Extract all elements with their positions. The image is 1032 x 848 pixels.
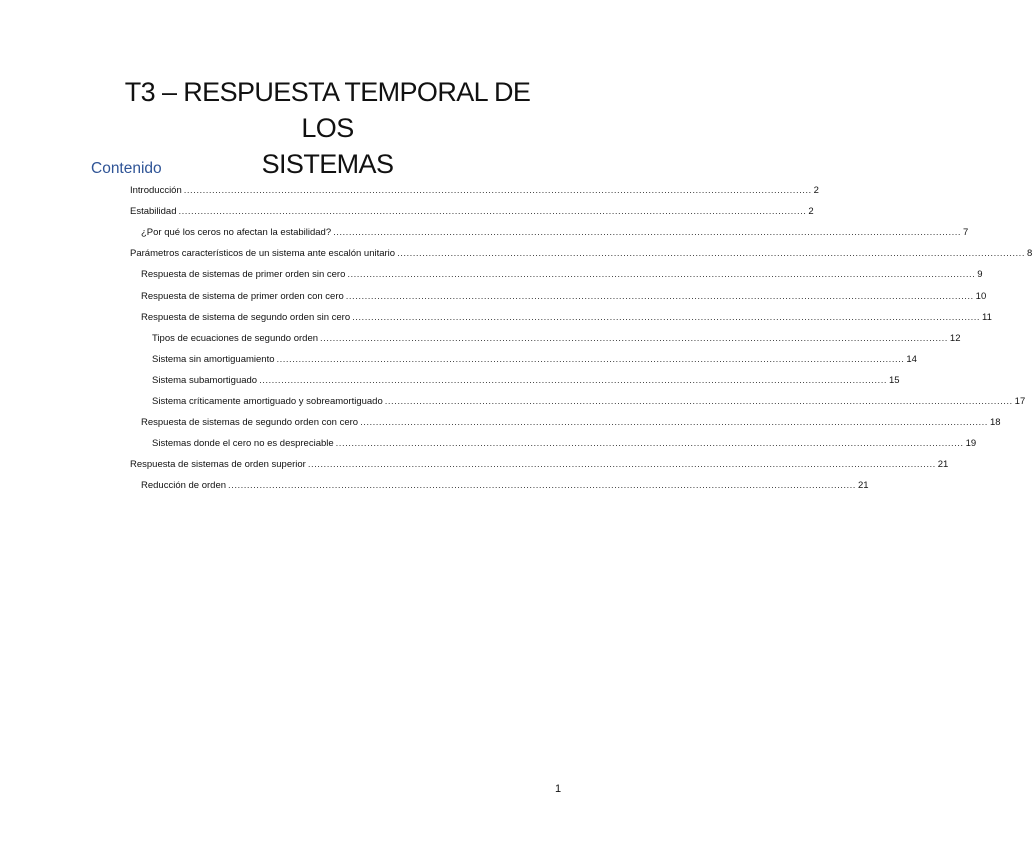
toc-entry[interactable] — [130, 204, 814, 218]
toc-leader-dots: ........................................................................................................................................................................................................ — [347, 269, 976, 281]
toc-leader-dots: ........................................................................................................................................................................................................ — [183, 185, 812, 196]
toc-entry-label: Estabilidad — [130, 206, 177, 218]
toc-entry-label: Parámetros característicos de un sistema ante escalón unitario — [130, 248, 396, 260]
toc-entry[interactable] — [130, 183, 819, 197]
toc-entry-page: 10 — [975, 290, 987, 302]
toc-leader-dots: ........................................................................................................................................................................................................ — [178, 206, 807, 218]
toc-entry[interactable] — [130, 457, 949, 471]
toc-entry-page: 2 — [808, 206, 814, 218]
toc-entry-label: Respuesta de sistemas de orden superior — [130, 459, 306, 471]
toc-entry[interactable] — [152, 436, 977, 450]
toc-entry-label: Sistema sin amortiguamiento — [152, 353, 275, 365]
toc-entry-page: 17 — [1014, 396, 1026, 407]
toc-entry[interactable] — [130, 246, 1032, 260]
page-number: 1 — [555, 783, 562, 795]
toc-leader-dots: ........................................................................................................................................................................................................ — [320, 332, 948, 344]
toc-heading: Contenido — [91, 160, 162, 177]
toc-leader-dots: ........................................................................................................................................................................................................ — [307, 459, 936, 471]
toc-leader-dots: ........................................................................................................................................................................................................ — [360, 417, 988, 429]
toc-entry[interactable] — [141, 415, 1001, 429]
toc-entry-label: Respuesta de sistemas de primer orden sin cero — [141, 269, 346, 281]
toc-leader-dots: ........................................................................................................................................................................................................ — [228, 480, 856, 492]
toc-entry-label: Tipos de ecuaciones de segundo orden — [152, 332, 319, 344]
toc-leader-dots: ........................................................................................................................................................................................................ — [345, 290, 974, 302]
toc-entry[interactable] — [152, 331, 961, 345]
toc-entry-page: 21 — [857, 480, 869, 492]
toc-entry-page: 19 — [965, 438, 977, 450]
toc-entry-label: Sistema subamortiguado — [152, 374, 258, 386]
toc-entry-label: Respuesta de sistema de primer orden con cero — [141, 290, 344, 302]
toc-entry-label: Sistema críticamente amortiguado y sobreamortiguado — [152, 396, 383, 407]
toc-entry[interactable] — [141, 310, 992, 324]
title-line-2: SISTEMAS — [261, 149, 394, 179]
toc-leader-dots: ........................................................................................................................................................................................................ — [259, 374, 887, 386]
toc-entry-label: ¿Por qué los ceros no afectan la estabilidad? — [141, 227, 332, 239]
toc-entry[interactable] — [152, 394, 1026, 408]
toc-leader-dots: ........................................................................................................................................................................................................ — [276, 353, 905, 365]
toc-leader-dots: ........................................................................................................................................................................................................ — [352, 311, 981, 323]
toc-leader-dots: ........................................................................................................................................................................................................ — [335, 438, 964, 450]
toc-entry-page: 15 — [888, 374, 900, 386]
title-line-1: T3 – RESPUESTA TEMPORAL DE LOS — [124, 77, 531, 143]
toc-leader-dots: ........................................................................................................................................................................................................ — [384, 396, 1013, 407]
toc-entry[interactable] — [152, 373, 900, 387]
toc-entry-label: Respuesta de sistemas de segundo orden con cero — [141, 417, 359, 429]
toc-entry-page: 21 — [937, 459, 949, 471]
toc-entry-page: 11 — [982, 311, 992, 323]
toc-entry-page: 18 — [989, 417, 1001, 429]
toc-entry[interactable] — [141, 478, 869, 492]
toc-entry[interactable] — [141, 225, 969, 239]
toc-entry-label: Sistemas donde el cero no es despreciable — [152, 438, 334, 450]
toc-entry-page: 7 — [963, 227, 969, 239]
toc-entry[interactable] — [152, 352, 917, 366]
toc-entry-page: 14 — [906, 353, 917, 365]
toc-entry-page: 12 — [949, 332, 961, 344]
toc-entry-label: Respuesta de sistema de segundo orden sin cero — [141, 311, 351, 323]
toc-entry-page: 2 — [813, 185, 819, 196]
toc-entry-label: Introducción — [130, 185, 182, 196]
document-title — [100, 74, 555, 182]
toc-leader-dots: ........................................................................................................................................................................................................ — [333, 227, 962, 239]
toc-entry-page: 8 — [1026, 248, 1032, 260]
toc-entry-label: Reducción de orden — [141, 480, 227, 492]
toc-entry-page: 9 — [977, 269, 983, 281]
toc-entry[interactable] — [141, 267, 983, 281]
toc-entry[interactable] — [141, 289, 987, 303]
toc-leader-dots: ........................................................................................................................................................................................................ — [397, 248, 1025, 260]
